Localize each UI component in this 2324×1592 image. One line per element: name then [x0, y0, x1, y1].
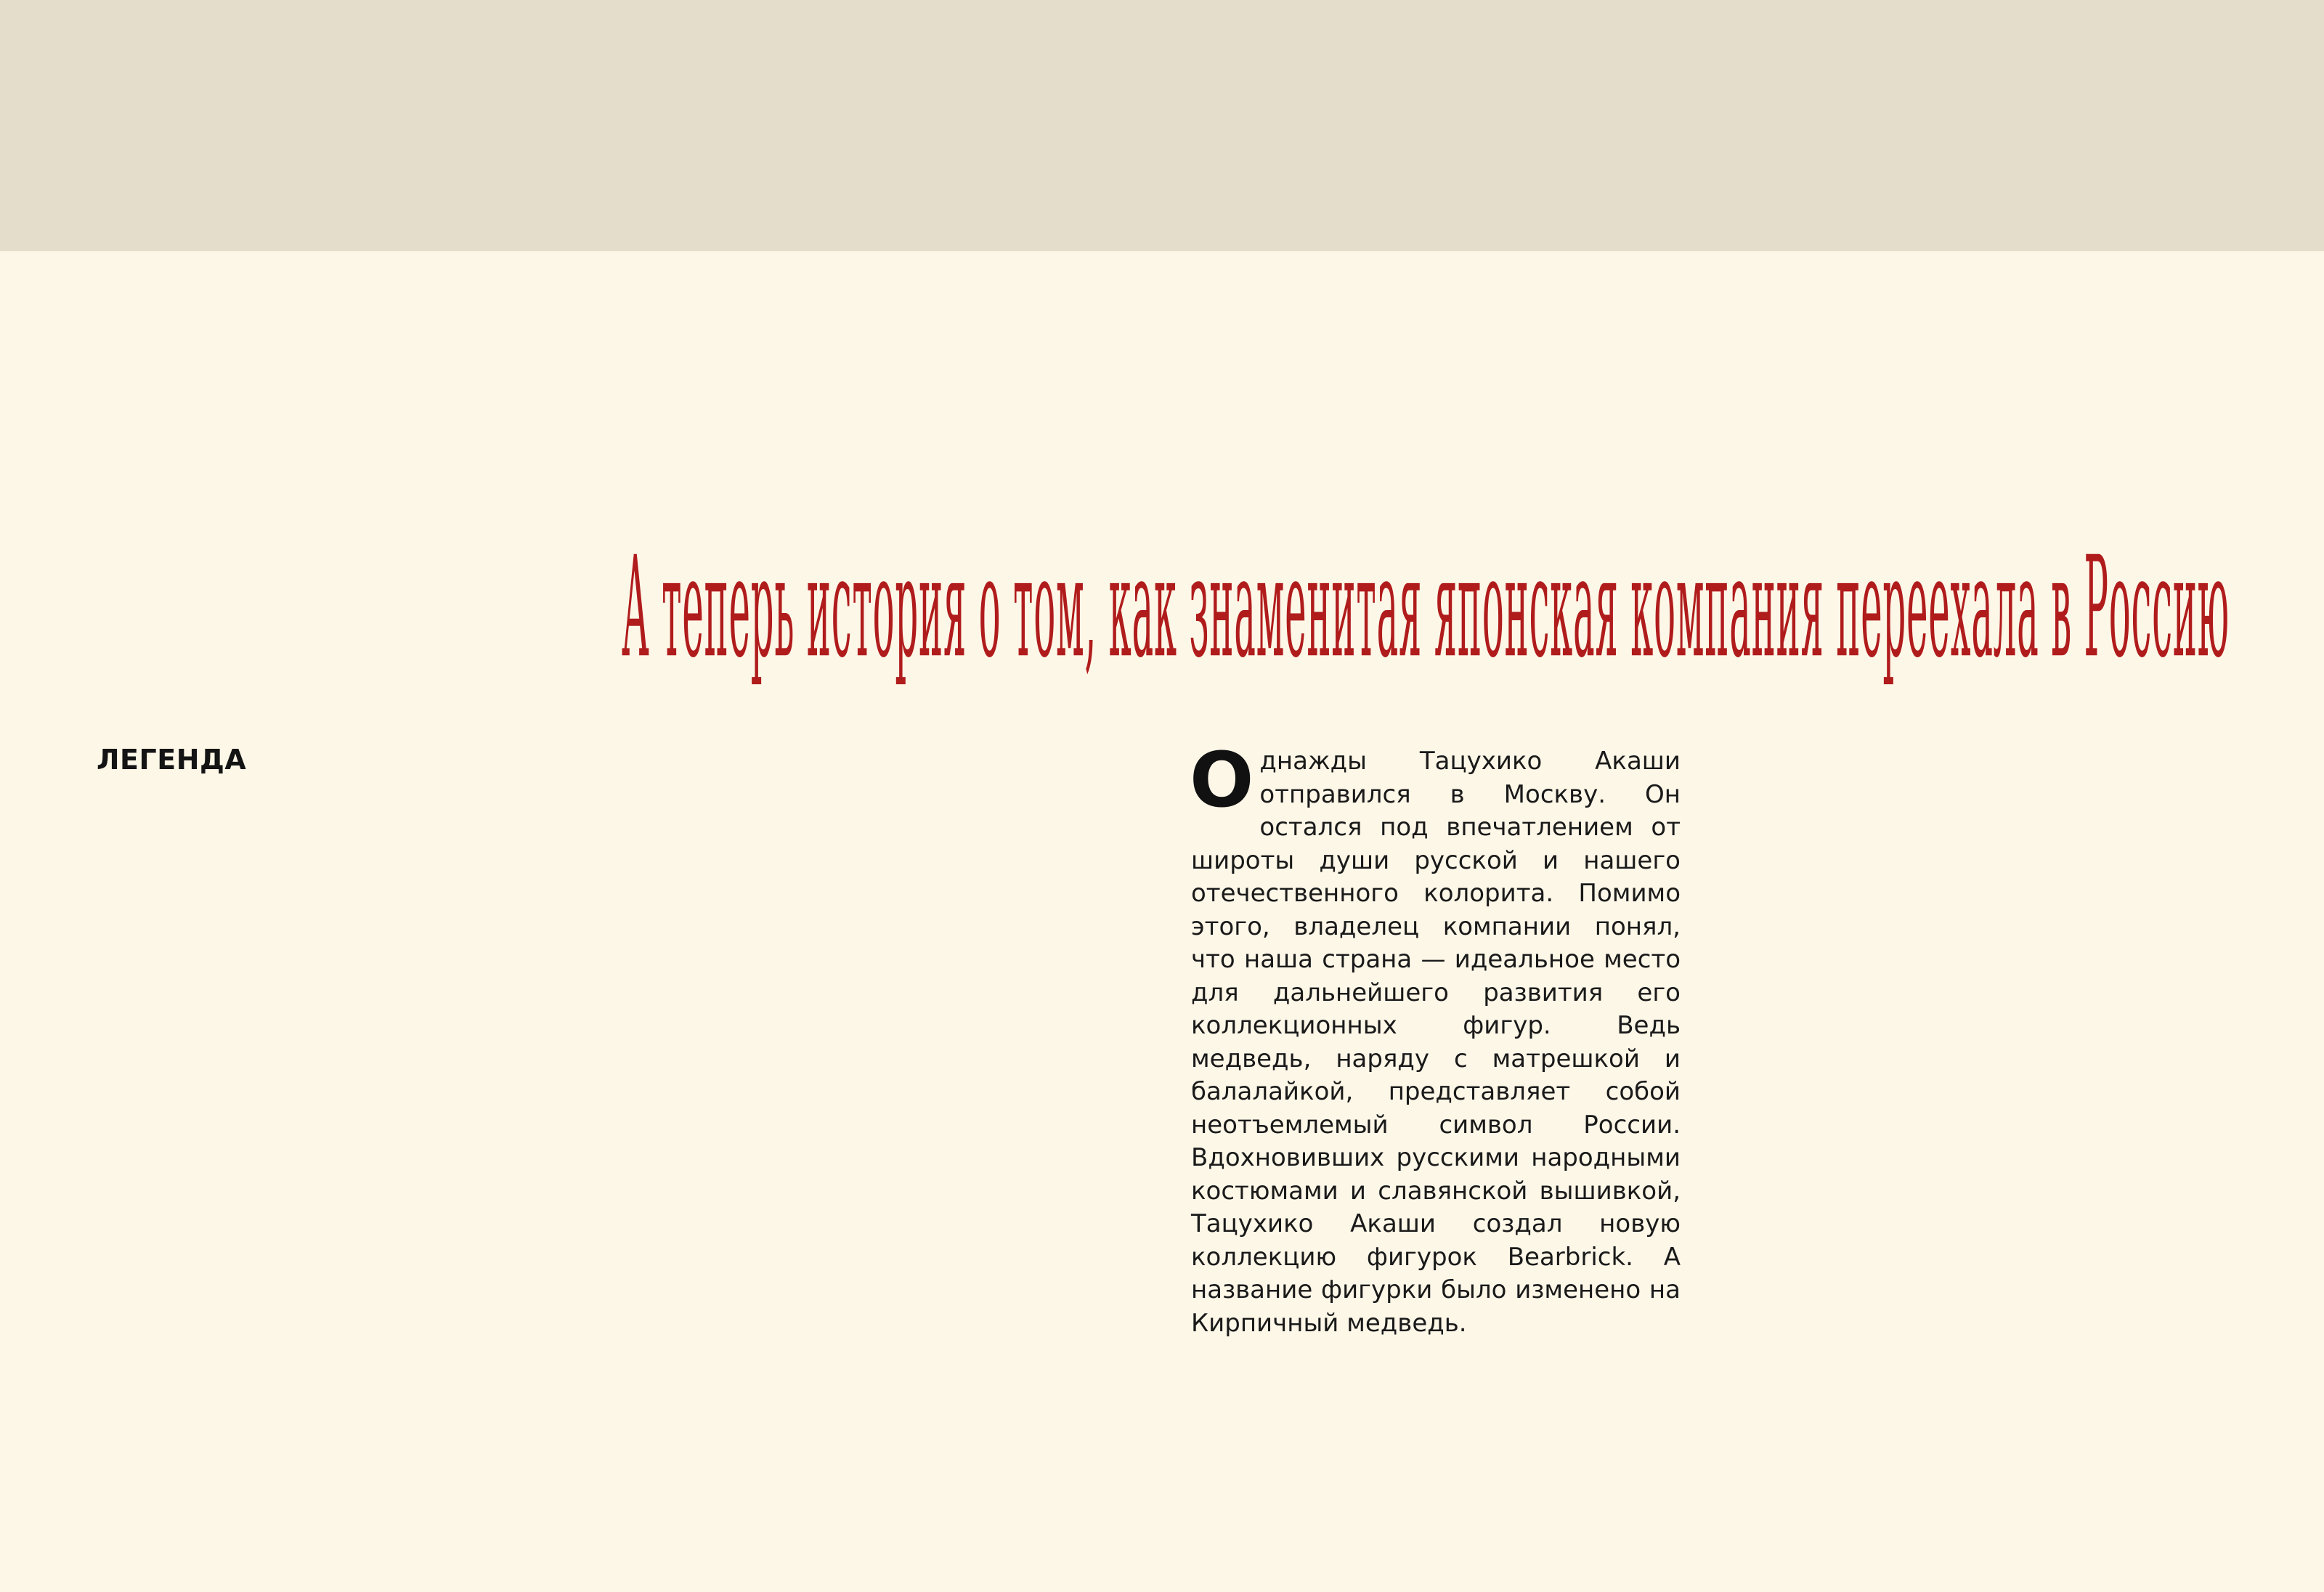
- top-band: [0, 0, 2324, 251]
- drop-cap: О: [1190, 736, 1254, 824]
- headline-container: [622, 524, 2230, 691]
- article-text: днажды Тацухико Акаши отправился в Москву. Он остался под впечатлением от широты души русской и нашего отечественного колорита. Помимо этого, владелец компании понял, что наша страна — идеальное место для дальнейшего развития его коллекционных фигур. Ведь медведь, наряду с матрешкой и балалайкой, представляет собой неотъемлемый символ России. Вдохновивших русскими народными костюмами и славянской вышивкой, Тацухико Акаши создал новую коллекцию фигурок Bearbrick. А название фигурки было изменено на Кирпичный медведь.: [1191, 747, 1681, 1338]
- article-body: [1190, 736, 1681, 1340]
- page-headline: А теперь история о том, как знаменитая японская компания переехала в Россию: [622, 527, 2230, 689]
- section-label: ЛЕГЕНДА: [97, 744, 247, 776]
- page-area: [0, 251, 2324, 1592]
